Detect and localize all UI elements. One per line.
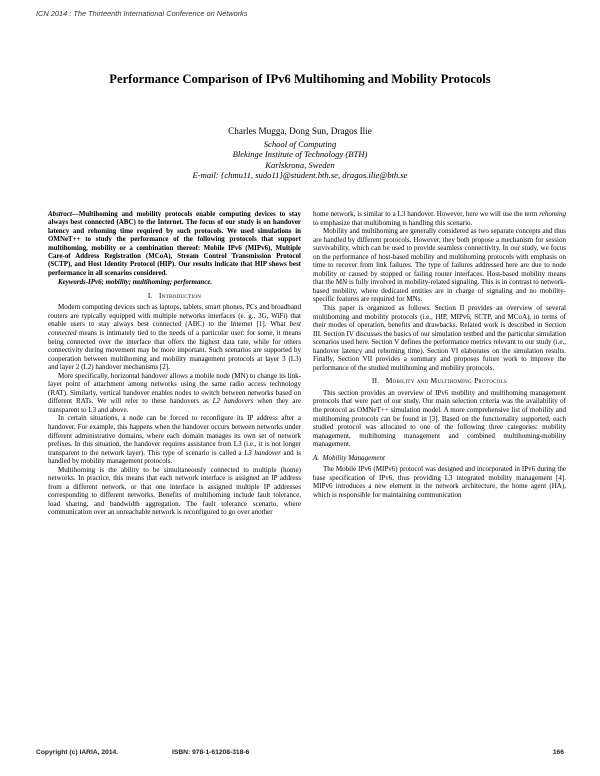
paragraph: This paper is organized as follows. Section II provides an overview of several multihoming and mobility protocols (i.e., HIP, MIPv6, SCTP, and MCoA), in terms of their modes of operation, benefits and drawbacks. Related work is described in Section III. Section IV discusses the basics of our simulation testbed and the particular simulation scenarios used here. Section V defines the performance metrics relevant to our study (i.e., handover latency and rehoming time). Section VI elaborates on the simulation results. Finally, Section VII provides a summary and proposes future work to improve the performance of the studied multihoming and mobility protocols. bbox=[313, 304, 566, 372]
author-institute: Blekinge Institute of Technology (BTH) bbox=[232, 149, 368, 160]
abstract-text: —Multihoming and mobility protocols enable computing devices to stay always best connected (ABC) to the Internet. The focus of our study is on handover latency and rehoming time required by such protocols. We used simulations in OMNeT++ to study the performance of the following protocols that support multihoming, mobility or a combination thereof: Mobile IPv6 (MIPv6), Multiple Care-of Address Registration (MCoA), Stream Control Transmission Protocol (SCTP), and Host Identity Protocol (HIP). Our results indicate that HIP shows best performance in all scenarios considered. bbox=[48, 210, 301, 277]
emphasis: L2 handovers bbox=[212, 397, 254, 406]
running-header: ICN 2014 : The Thirteenth International Conference on Networks bbox=[36, 9, 248, 18]
paragraph: Mobility and multihoming are generally considered as two separate concepts and thus are handled by different protocols. However, they both propose a mechanism for session survivability, which can be used to provide seamless connectivity. In our study, we focus on the performance of host-based mobility and multihoming protocols with emphasis on time to recover from link failures. The type of failures addressed here are due to node mobility or caused by stopped or failing router interfaces. Host-based mobility means that the MN is fully involved in mobility-related signaling. This is in contrast to network-based mobility, where dedicated entities are in charge of signaling and no mobility-specific features are required for MNs. bbox=[313, 227, 566, 304]
paragraph bbox=[48, 414, 301, 465]
emphasis: L3 handover bbox=[244, 448, 281, 457]
author-names: Charles Mugga, Dong Sun, Dragos Ilie bbox=[228, 126, 372, 136]
section-number: II. bbox=[371, 376, 380, 386]
footer-copyright: Copyright (c) IARIA, 2014. bbox=[36, 749, 119, 756]
emphasis: best connected bbox=[48, 320, 301, 337]
paragraph bbox=[48, 303, 301, 371]
section-title: Introduction bbox=[159, 290, 202, 300]
text-run: to emphasize that multihoming is handling this scenario. bbox=[313, 218, 473, 227]
paragraph bbox=[313, 210, 566, 227]
text-run: In certain situations, a node can be forced to reconfigure its IP address after a handover. For example, this happens when the handover occurs between networks under different administrative domains, where each domain manages its own set of network prefixes. In this situation, the handover requires assistance from L3 (i.e., it is not longer transparent to the network layer). This type of scenario is called a bbox=[48, 414, 301, 457]
keywords: Keywords-IPv6; mobility; multihoming; performance. bbox=[58, 278, 213, 287]
paragraph bbox=[48, 372, 301, 415]
paragraph: Multihoming is the ability to be simultaneously connected to multiple (home) networks. In practice, this means that each network interface is assigned an IP address from a different network, or that one interface is assigned multiple IP addresses corresponding to different networks. Benefits of multihoming include fault tolerance, load sharing, and bandwidth aggregation. The fault tolerance scenario, where communication over an unreachable network is reconfigured to go over another bbox=[48, 465, 301, 517]
text-run: means is intimately tied to the needs of a particular user: for some, it means being connected over the interface that offers the highest data rate, while for others connectivity during movement may be more important. Such scenarios are supported by cooperation between multihoming and mobility management protocols at layer 3 (L3) and layer 2 (L2) handover mechanisms [2]. bbox=[48, 328, 301, 372]
text-run: More specifically, horizontal handover allows a mobile node (MN) to change its link-layer point of attachment among networks using the same radio access technology (RAT). Similarly, vertical handover enables nodes to switch between networks based on different RATs. We will refer to these handovers as bbox=[48, 371, 301, 406]
author-block bbox=[40, 126, 560, 181]
paragraph: The Mobile IPv6 (MIPv6) protocol was designed and incorporated in IPv6 during the base specification of IPv6, thus providing L3 integrated mobility management [4]. MIPv6 introduces a new element in the network architecture, the home agent (HA), which is responsible for maintaining communication bbox=[313, 465, 566, 499]
page-number: 166 bbox=[552, 749, 564, 756]
paper-title: Performance Comparison of IPv6 Multihoming and Mobility Protocols bbox=[109, 72, 491, 86]
abstract-label: Abstract bbox=[48, 210, 72, 218]
paragraph: This section provides an overview of IPv6 mobility and multihoming management protocols that were part of our study. Our main selection criteria was the availability of the protocol as OMNeT++ simulation model. A more comprehensive list of mobility and multihoming protocols can be found in [3]. Based on the functionality supported, each studied protocol was allocated to one of the following three categories: mobility management, multihoming management and combined multihoming-mobility management. bbox=[313, 388, 566, 449]
author-school: School of Computing bbox=[263, 138, 337, 149]
section-heading-protocols bbox=[313, 377, 566, 386]
right-column bbox=[313, 210, 566, 500]
text-run: and is handled by mobility management protocols. bbox=[48, 448, 301, 466]
left-column bbox=[48, 210, 301, 517]
author-location: Karlskrona, Sweden bbox=[265, 159, 335, 170]
section-number: I. bbox=[147, 290, 153, 300]
subsection-heading-mobility: A. Mobility Management bbox=[313, 453, 386, 462]
text-run: Modern computing devices such as laptops, tablets, smart phones, PCs and broadband routers are typically equipped with multiple networks interfaces (e. g., 3G, WiFi) that enable users to stay always best connected (ABC) to the Internet [1]. What bbox=[48, 303, 301, 329]
text-run: home network, is similar to a L3 handover. However, here we will use the term bbox=[313, 210, 540, 218]
footer-isbn: ISBN: 978-1-61208-318-6 bbox=[172, 749, 250, 756]
text-run: when they are transparent to L3 and above. bbox=[48, 397, 302, 414]
section-title: Mobility and Multihoming Protocols bbox=[385, 376, 508, 386]
emphasis: rehoming bbox=[539, 210, 566, 218]
abstract bbox=[48, 210, 301, 277]
section-heading-introduction bbox=[48, 292, 301, 301]
author-email: E-mail: {chmu11, sudo11}@student.bth.se, dragos.ilie@bth.se bbox=[192, 170, 408, 181]
